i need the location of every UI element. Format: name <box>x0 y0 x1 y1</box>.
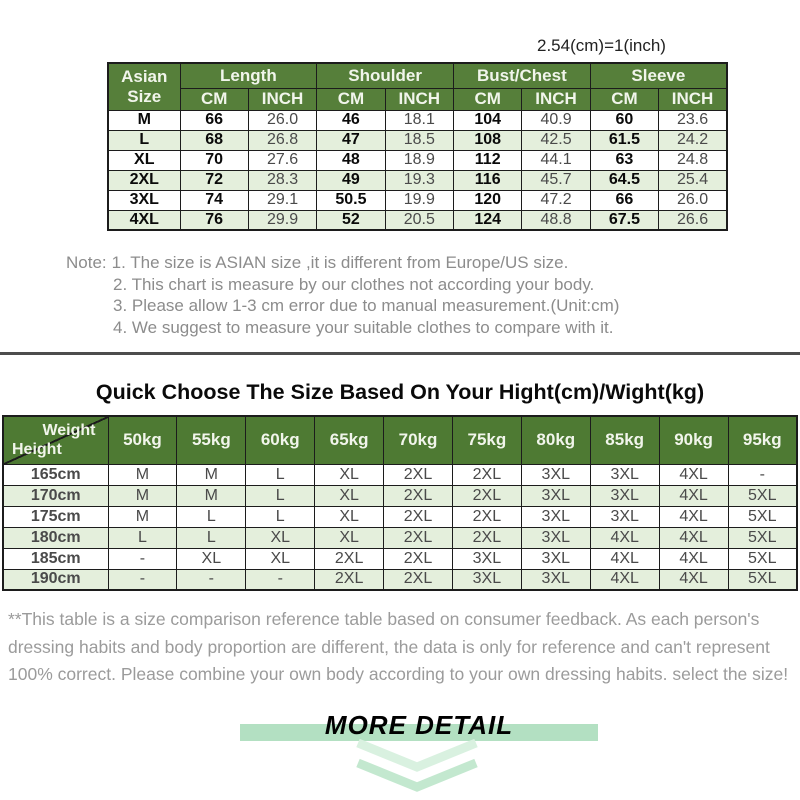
table-cell: 40.9 <box>522 110 590 130</box>
table-row <box>3 485 797 506</box>
table-cell: 47 <box>317 130 385 150</box>
note-line: 2. This chart is measure by our clothes not according your body. <box>113 274 595 294</box>
weight-header: 55kg <box>177 416 246 464</box>
table-cell: 3XL <box>521 485 590 506</box>
table-cell: 23.6 <box>659 110 727 130</box>
table-cell: 3XL <box>452 569 521 590</box>
table-cell: M <box>108 485 177 506</box>
size-table-unit-header: INCH <box>248 88 316 110</box>
size-table-group-header-shoulder: Shoulder <box>317 63 454 88</box>
row-header-cell: 165cm <box>3 464 108 485</box>
quick-choose-table-wrap <box>2 415 798 591</box>
table-cell: 24.2 <box>659 130 727 150</box>
table-cell: L <box>108 527 177 548</box>
size-table-unit-header: INCH <box>659 88 727 110</box>
table-cell: 104 <box>454 110 522 130</box>
weight-header: 80kg <box>521 416 590 464</box>
table-cell: L <box>177 506 246 527</box>
table-cell: 64.5 <box>590 170 658 190</box>
table-cell: 108 <box>454 130 522 150</box>
table-cell: 3XL <box>521 569 590 590</box>
table-cell: 2XL <box>384 548 453 569</box>
table-cell: M <box>177 464 246 485</box>
table-cell: 70 <box>180 150 248 170</box>
table-cell: L <box>246 464 315 485</box>
table-cell: - <box>108 548 177 569</box>
table-row <box>108 130 727 150</box>
row-header-cell: 180cm <box>3 527 108 548</box>
table-row <box>108 170 727 190</box>
height-corner-label: Height <box>12 440 62 458</box>
table-cell: 5XL <box>728 569 797 590</box>
weight-header: 95kg <box>728 416 797 464</box>
table-cell: - <box>108 569 177 590</box>
table-cell: 47.2 <box>522 190 590 210</box>
table-row <box>3 548 797 569</box>
table-cell: 29.9 <box>248 210 316 230</box>
size-table <box>107 62 728 231</box>
size-table-unit-header: INCH <box>522 88 590 110</box>
table-row <box>3 464 797 485</box>
table-cell: 26.8 <box>248 130 316 150</box>
table-cell: 4XL <box>659 464 728 485</box>
table-cell: 20.5 <box>385 210 453 230</box>
size-table-group-header-bust: Bust/Chest <box>454 63 591 88</box>
row-header-cell: XL <box>108 150 180 170</box>
size-table-unit-header: INCH <box>385 88 453 110</box>
table-cell: 112 <box>454 150 522 170</box>
table-cell: - <box>728 464 797 485</box>
table-cell: 4XL <box>590 527 659 548</box>
note-line: 3. Please allow 1-3 cm error due to manual measurement.(Unit:cm) <box>113 296 620 315</box>
table-cell: L <box>177 527 246 548</box>
note-prefix: Note: <box>66 253 107 272</box>
table-cell: 45.7 <box>522 170 590 190</box>
note-line <box>66 252 619 274</box>
table-cell: XL <box>315 506 384 527</box>
table-cell: XL <box>315 464 384 485</box>
table-cell: 60 <box>590 110 658 130</box>
table-cell: 4XL <box>590 548 659 569</box>
table-cell: 49 <box>317 170 385 190</box>
table-cell: 26.6 <box>659 210 727 230</box>
table-cell: 5XL <box>728 527 797 548</box>
table-cell: 4XL <box>659 527 728 548</box>
table-cell: L <box>246 506 315 527</box>
table-row <box>108 190 727 210</box>
weight-header: 70kg <box>384 416 453 464</box>
size-table-corner-header: Asian Size <box>108 63 180 110</box>
table-cell: 2XL <box>384 506 453 527</box>
table-cell: 48 <box>317 150 385 170</box>
quick-choose-title: Quick Choose The Size Based On Your Hight(cm)/Wight(kg) <box>95 380 705 404</box>
table-cell: 2XL <box>384 527 453 548</box>
table-cell: 46 <box>317 110 385 130</box>
size-table-unit-header: CM <box>317 88 385 110</box>
table-cell: 116 <box>454 170 522 190</box>
row-header-cell: 175cm <box>3 506 108 527</box>
table-cell: 52 <box>317 210 385 230</box>
table-cell: XL <box>315 527 384 548</box>
table-cell: 4XL <box>590 569 659 590</box>
table-cell: 76 <box>180 210 248 230</box>
table-cell: 2XL <box>384 464 453 485</box>
table-cell: 5XL <box>728 548 797 569</box>
row-header-cell: 170cm <box>3 485 108 506</box>
table-cell: 67.5 <box>590 210 658 230</box>
size-table-body <box>108 110 727 230</box>
weight-header: 60kg <box>246 416 315 464</box>
table-cell: 18.1 <box>385 110 453 130</box>
size-table-wrap <box>107 62 728 231</box>
table-cell: 42.5 <box>522 130 590 150</box>
weight-header: 75kg <box>452 416 521 464</box>
more-detail-label: MORE DETAIL <box>324 710 514 740</box>
table-cell: 4XL <box>659 548 728 569</box>
table-cell: 27.6 <box>248 150 316 170</box>
section-divider <box>0 352 800 355</box>
table-cell: 3XL <box>452 548 521 569</box>
table-cell: 3XL <box>521 548 590 569</box>
table-cell: 72 <box>180 170 248 190</box>
row-header-cell: 4XL <box>108 210 180 230</box>
table-cell: 63 <box>590 150 658 170</box>
table-cell: 3XL <box>590 506 659 527</box>
table-cell: 19.9 <box>385 190 453 210</box>
weight-corner-label: Weight <box>42 422 96 439</box>
table-cell: XL <box>246 527 315 548</box>
table-row <box>3 506 797 527</box>
table-row <box>108 210 727 230</box>
table-cell: 4XL <box>659 506 728 527</box>
size-table-unit-header: CM <box>454 88 522 110</box>
quick-choose-table <box>2 415 798 591</box>
chevron-down-icon <box>352 739 482 793</box>
table-cell: 68 <box>180 130 248 150</box>
notes <box>66 252 619 338</box>
row-header-cell: 185cm <box>3 548 108 569</box>
note-line: 4. We suggest to measure your suitable clothes to compare with it. <box>113 317 614 337</box>
table-cell: 26.0 <box>659 190 727 210</box>
table-cell: 2XL <box>452 506 521 527</box>
table-cell: 5XL <box>728 506 797 527</box>
weight-height-corner-cell <box>3 416 108 464</box>
table-cell: M <box>108 464 177 485</box>
table-cell: XL <box>246 548 315 569</box>
table-cell: 25.4 <box>659 170 727 190</box>
table-cell: 2XL <box>315 548 384 569</box>
table-cell: 2XL <box>452 464 521 485</box>
row-header-cell: 2XL <box>108 170 180 190</box>
quick-choose-table-body <box>3 464 797 590</box>
table-cell: 4XL <box>659 485 728 506</box>
table-row <box>108 150 727 170</box>
size-table-unit-row <box>108 88 727 110</box>
table-cell: 29.1 <box>248 190 316 210</box>
table-cell: 2XL <box>452 485 521 506</box>
table-cell: 50.5 <box>317 190 385 210</box>
table-cell: 74 <box>180 190 248 210</box>
size-table-group-row <box>108 63 727 88</box>
table-cell: 18.9 <box>385 150 453 170</box>
table-cell: XL <box>177 548 246 569</box>
table-cell: 3XL <box>521 464 590 485</box>
table-cell: 2XL <box>452 527 521 548</box>
size-table-unit-header: CM <box>180 88 248 110</box>
table-cell: 28.3 <box>248 170 316 190</box>
row-header-cell: M <box>108 110 180 130</box>
table-cell: L <box>246 485 315 506</box>
table-cell: M <box>108 506 177 527</box>
row-header-cell: L <box>108 130 180 150</box>
table-cell: 66 <box>590 190 658 210</box>
table-cell: 3XL <box>590 464 659 485</box>
table-cell: - <box>177 569 246 590</box>
conversion-note: 2.54(cm)=1(inch) <box>537 36 666 55</box>
table-cell: 18.5 <box>385 130 453 150</box>
quick-choose-header-row <box>3 416 797 464</box>
table-row <box>3 527 797 548</box>
table-cell: M <box>177 485 246 506</box>
table-cell: 48.8 <box>522 210 590 230</box>
size-table-group-header-sleeve: Sleeve <box>590 63 727 88</box>
table-cell: 3XL <box>521 506 590 527</box>
table-cell: 2XL <box>384 485 453 506</box>
size-table-group-header-length: Length <box>180 63 317 88</box>
table-row <box>3 569 797 590</box>
weight-header: 90kg <box>659 416 728 464</box>
table-cell: 5XL <box>728 485 797 506</box>
weight-header: 65kg <box>315 416 384 464</box>
weight-header: 50kg <box>108 416 177 464</box>
table-cell: 4XL <box>659 569 728 590</box>
table-row <box>108 110 727 130</box>
table-cell: - <box>246 569 315 590</box>
note-text: 1. The size is ASIAN size ,it is different from Europe/US size. <box>111 253 569 272</box>
row-header-cell: 3XL <box>108 190 180 210</box>
size-table-unit-header: CM <box>590 88 658 110</box>
table-cell: 2XL <box>315 569 384 590</box>
table-cell: 61.5 <box>590 130 658 150</box>
weight-header: 85kg <box>590 416 659 464</box>
table-cell: 24.8 <box>659 150 727 170</box>
table-cell: 124 <box>454 210 522 230</box>
table-cell: 44.1 <box>522 150 590 170</box>
table-cell: 19.3 <box>385 170 453 190</box>
table-cell: XL <box>315 485 384 506</box>
row-header-cell: 190cm <box>3 569 108 590</box>
table-cell: 66 <box>180 110 248 130</box>
table-cell: 2XL <box>384 569 453 590</box>
table-cell: 120 <box>454 190 522 210</box>
table-cell: 3XL <box>590 485 659 506</box>
table-cell: 26.0 <box>248 110 316 130</box>
disclaimer-text: **This table is a size comparison reference table based on consumer feedback. As each person's dressing habits and body proportion are different, the data is only for reference and can't represent 100% correct. Please combine your own body according to your own dressing habits. select the size! <box>8 609 789 684</box>
table-cell: 3XL <box>521 527 590 548</box>
